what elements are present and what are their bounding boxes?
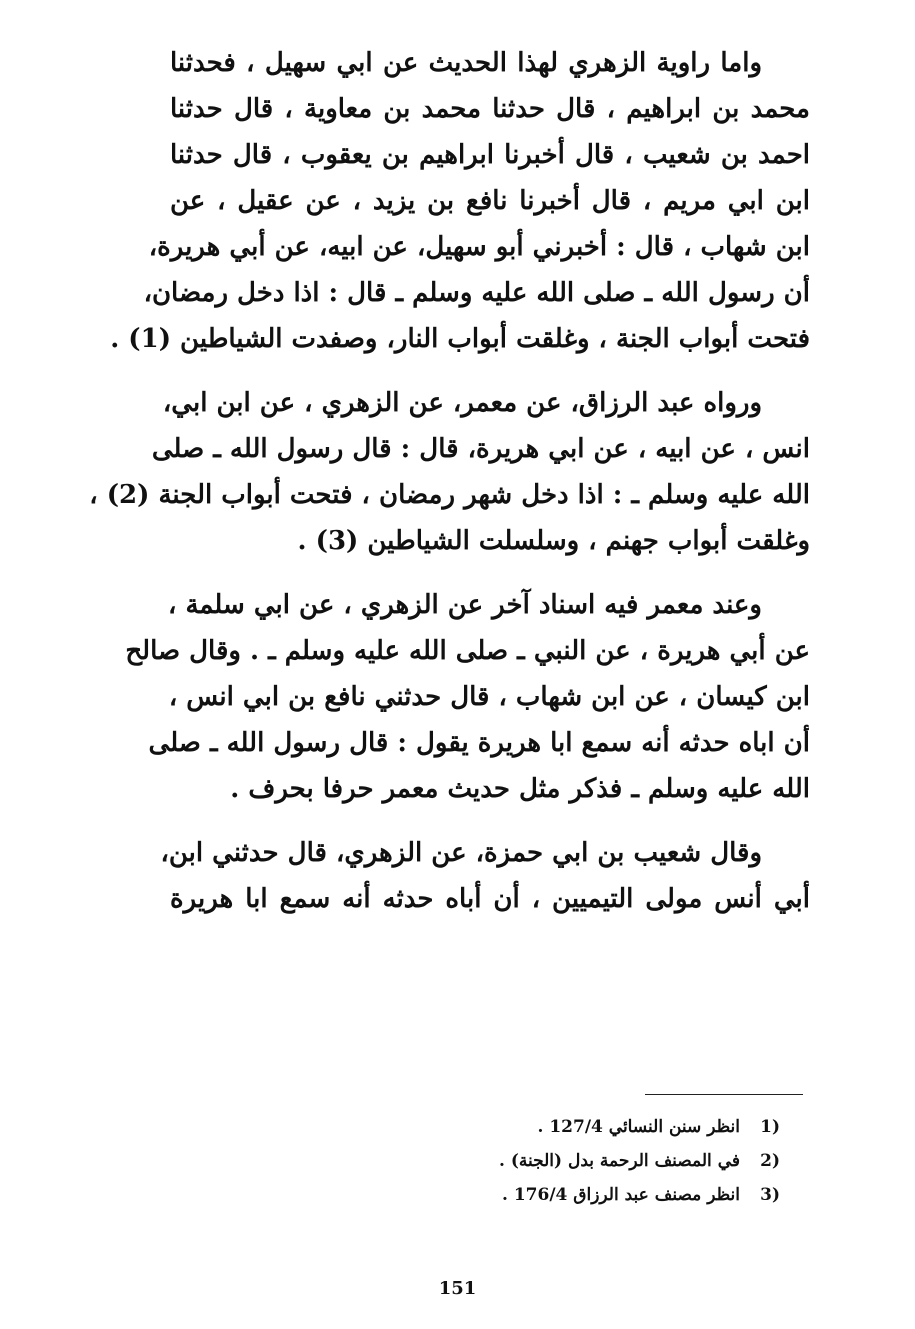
text-line: ابن شهاب ، قال : أخبرني أبو سهيل، عن ابيه، عن أبي هريرة، [148,232,810,262]
text-line: الله عليه وسلم ـ فذكر مثل حديث معمر حرفا بحرف . [230,774,810,804]
text-line: عن أبي هريرة ، عن النبي ـ صلى الله عليه وسلم ـ . وقال صالح [125,636,810,666]
paragraph-3 [125,582,810,812]
text-line: احمد بن شعيب ، قال أخبرنا ابراهيم بن يعقوب ، قال حدثنا [170,140,810,170]
paragraph-2 [89,380,810,564]
text-line: أن اباه حدثه أنه سمع ابا هريرة يقول : قال رسول الله ـ صلى [148,728,810,758]
paragraph-1 [110,40,810,362]
footnote-number: 3) [760,1185,780,1205]
footnote-3 [380,1178,780,1212]
paragraph-4 [160,830,810,922]
text-line: وغلقت أبواب جهنم ، وسلسلت الشياطين (3) . [297,526,810,556]
text-line: واما راوية الزهري لهذا الحديث عن ابي سهيل ، فحدثنا [170,48,762,78]
text-line: انس ، عن ابيه ، عن ابي هريرة، قال : قال رسول الله ـ صلى [151,434,810,464]
page-number: 151 [438,1278,477,1299]
text-line: وعند معمر فيه اسناد آخر عن الزهري ، عن ابي سلمة ، [168,590,762,620]
footnote-text: انظر مصنف عبد الرزاق 176/4 . [501,1185,740,1205]
footnote-divider [645,1094,803,1095]
text-line: الله عليه وسلم ـ : اذا دخل شهر رمضان ، فتحت أبواب الجنة (2) ، [89,480,810,510]
footnote-text: في المصنف الرحمة بدل (الجنة) . [499,1151,740,1171]
footnote-1 [380,1110,780,1144]
footnote-number: 1) [760,1117,780,1137]
footnote-number: 2) [760,1151,780,1171]
footnote-text: انظر سنن النسائي 127/4 . [537,1117,740,1137]
text-line: ابن كيسان ، عن ابن شهاب ، قال حدثني نافع بن ابي انس ، [168,682,810,712]
text-line: أن رسول الله ـ صلى الله عليه وسلم ـ قال : اذا دخل رمضان، [143,278,810,308]
text-line: ابن ابي مريم ، قال أخبرنا نافع بن يزيد ، عن عقيل ، عن [170,186,810,216]
footnotes [380,1110,780,1212]
text-line: فتحت أبواب الجنة ، وغلقت أبواب النار، وصفدت الشياطين (1) . [110,324,810,354]
text-line: ورواه عبد الرزاق، عن معمر، عن الزهري ، عن ابن ابي، [162,388,762,418]
text-line: وقال شعيب بن ابي حمزة، عن الزهري، قال حدثني ابن، [160,838,762,868]
footnote-2 [380,1144,780,1178]
text-line: أبي أنس مولى التيميين ، أن أباه حدثه أنه سمع ابا هريرة [170,884,810,914]
text-line: محمد بن ابراهيم ، قال حدثنا محمد بن معاوية ، قال حدثنا [170,94,810,124]
